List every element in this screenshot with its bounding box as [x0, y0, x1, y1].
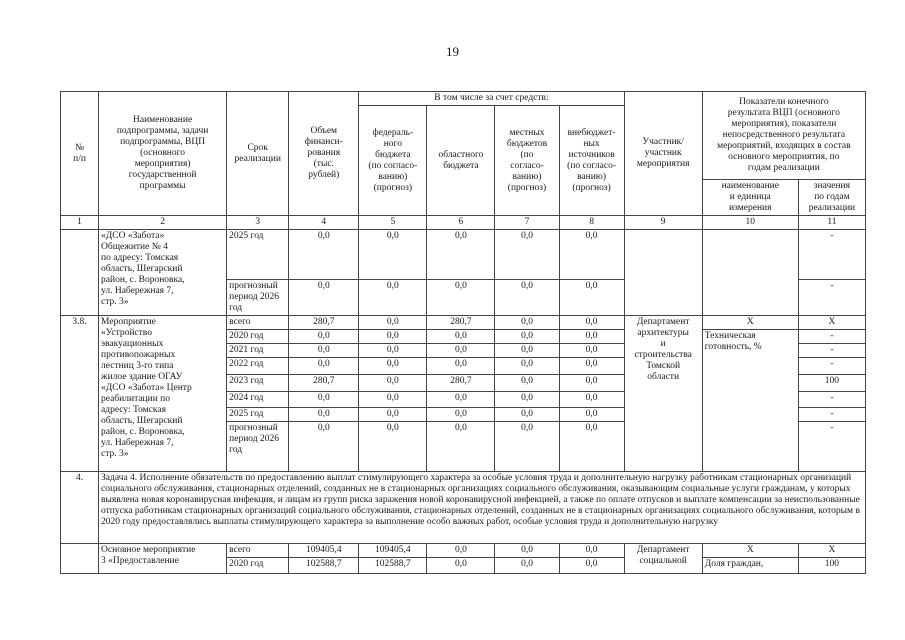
row-local: 0,0 [495, 422, 559, 472]
column-numbers-row [61, 216, 866, 230]
header-local: местных бюджетов (по согласо- ванию) (прогноз) [495, 106, 559, 216]
row-volume: 280,7 [289, 316, 359, 330]
row-participant: Департамент архитектуры и строительства Томской области [624, 316, 702, 472]
page-number: 19 [446, 44, 459, 59]
row-volume: 0,0 [289, 422, 359, 472]
row-num [61, 544, 99, 574]
row-term: 2025 год [227, 230, 289, 280]
table-row [61, 544, 866, 558]
row-indicator-value: - [798, 230, 865, 280]
row-extra: 0,0 [559, 344, 624, 358]
col-number: 10 [702, 216, 798, 230]
row-indicator-value: - [798, 422, 865, 472]
row-indicator-name: Доля граждан, [702, 558, 798, 574]
row-volume: 0,0 [289, 392, 359, 408]
row-local: 0,0 [495, 344, 559, 358]
header-term: Срок реализации [227, 92, 289, 216]
row-local: 0,0 [495, 280, 559, 316]
row-local: 0,0 [495, 408, 559, 422]
row-indicator-x: Х [702, 316, 798, 330]
row-local: 0,0 [495, 230, 559, 280]
row-federal: 0,0 [359, 422, 427, 472]
row-volume: 0,0 [289, 358, 359, 375]
row-extra: 0,0 [559, 392, 624, 408]
measure-name: Основное мероприятие 3 «Предоставление [99, 544, 227, 574]
row-volume: 0,0 [289, 330, 359, 344]
row-volume: 102588,7 [289, 558, 359, 574]
row-regional: 0,0 [427, 280, 495, 316]
row-volume: 109405,4 [289, 544, 359, 558]
row-federal: 109405,4 [359, 544, 427, 558]
row-term: всего [227, 544, 289, 558]
row-local: 0,0 [495, 392, 559, 408]
row-federal: 0,0 [359, 408, 427, 422]
row-indicator-value: - [798, 280, 865, 316]
row-indicator-value: - [798, 330, 865, 344]
row-indicator-value: - [798, 392, 865, 408]
row-federal: 0,0 [359, 280, 427, 316]
header-participant: Участник/ участник мероприятия [624, 92, 702, 216]
row-local: 0,0 [495, 330, 559, 344]
row-extra: 0,0 [559, 358, 624, 375]
col-number: 8 [559, 216, 624, 230]
row-regional: 0,0 [427, 330, 495, 344]
header-indicator-name: наименование и единица измерения [702, 180, 798, 216]
row-term: 2022 год [227, 358, 289, 375]
header-indicator-value: значения по годам реализации [798, 180, 865, 216]
row-term: всего [227, 316, 289, 330]
row-extra: 0,0 [559, 316, 624, 330]
row-regional: 0,0 [427, 408, 495, 422]
row-indicator-value: 100 [798, 375, 865, 392]
row-indicator-value: - [798, 408, 865, 422]
row-indicator-name: Техническая готовность, % [702, 330, 798, 472]
header-num: № п/п [61, 92, 99, 216]
col-number: 2 [99, 216, 227, 230]
row-extra: 0,0 [559, 544, 624, 558]
row-indicator-value: 100 [798, 558, 865, 574]
row-federal: 102588,7 [359, 558, 427, 574]
row-federal: 0,0 [359, 330, 427, 344]
row-term: 2025 год [227, 408, 289, 422]
col-number: 7 [495, 216, 559, 230]
row-term: прогнозный период 2026 год [227, 280, 289, 316]
row-local: 0,0 [495, 544, 559, 558]
header-extra: внебюджет- ных источников (по согласо- ванию) (прогноз) [559, 106, 624, 216]
row-extra: 0,0 [559, 330, 624, 344]
row-federal: 0,0 [359, 358, 427, 375]
task-num: 4. [61, 472, 99, 544]
row-local: 0,0 [495, 316, 559, 330]
row-federal: 0,0 [359, 230, 427, 280]
measure-name: «ДСО «Забота» Общежитие № 4 по адресу: Томская область, Шегарский район, с. Вороновка, ул. Набережная 7, стр. 3» [99, 230, 227, 316]
row-regional: 280,7 [427, 316, 495, 330]
row-extra: 0,0 [559, 230, 624, 280]
row-regional: 0,0 [427, 392, 495, 408]
header-volume: Объем финанси- рования (тыс. рублей) [289, 92, 359, 216]
row-federal: 0,0 [359, 392, 427, 408]
row-indicator-value: Х [798, 316, 865, 330]
task-description: Задача 4. Исполнение обязательств по предоставлению выплат стимулирующего характера за особые условия труда и дополнительную нагрузку работникам стационарных организаций социального обслуживания, стационарных отделений, созданных не в стационарных организациях социального обслуживания, оказывающим социальные услуги гражданам, у которых выявлена новая коронавирусная инфекция, и лицам из групп риска заражения новой коронавирусной инфекцией, а также по оплате отпусков и выплате компенсации за неиспользованные отпуска работникам стационарных организаций социального обслуживания, стационарных отделений, созданных не в стационарных организациях социального обслуживания, которым в 2020 году предоставлялись выплаты стимулирующего характера за выполнение особо важных работ, особые условия труда и дополнительную нагрузку [99, 472, 866, 544]
table-row [61, 230, 866, 280]
header-name: Наименование подпрограммы, задачи подпрограммы, ВЦП (основного мероприятия) государственной программы [99, 92, 227, 216]
col-number: 5 [359, 216, 427, 230]
row-num [61, 230, 99, 316]
measure-name: Мероприятие «Устройство эвакуационных противопожарных лестниц 3-го типа жилое здание ОГАУ «ДСО «Забота» Центр реабилитации по адресу: Томская область, Шегарский район, с. Вороновка, ул. Набережная 7, стр. 3» [99, 316, 227, 472]
row-volume: 0,0 [289, 230, 359, 280]
row-volume: 0,0 [289, 408, 359, 422]
row-term: 2021 год [227, 344, 289, 358]
header-sources-group: В том числе за счет средств: [359, 92, 624, 106]
row-extra: 0,0 [559, 558, 624, 574]
row-regional: 280,7 [427, 375, 495, 392]
col-number: 3 [227, 216, 289, 230]
col-number: 6 [427, 216, 495, 230]
row-local: 0,0 [495, 558, 559, 574]
row-indicator-name [702, 230, 798, 316]
col-number: 1 [61, 216, 99, 230]
row-term: 2023 год [227, 375, 289, 392]
row-indicator-value: - [798, 344, 865, 358]
row-volume: 280,7 [289, 375, 359, 392]
row-term: 2020 год [227, 558, 289, 574]
row-local: 0,0 [495, 358, 559, 375]
row-regional: 0,0 [427, 558, 495, 574]
col-number: 9 [624, 216, 702, 230]
row-term: прогнозный период 2026 год [227, 422, 289, 472]
row-indicator-name: Х [702, 544, 798, 558]
header-regional: областного бюджета [427, 106, 495, 216]
row-extra: 0,0 [559, 408, 624, 422]
row-regional: 0,0 [427, 230, 495, 280]
col-number: 4 [289, 216, 359, 230]
task-row [61, 472, 866, 544]
header-federal: федераль- ного бюджета (по согласо- ванию) (прогноз) [359, 106, 427, 216]
row-regional: 0,0 [427, 344, 495, 358]
row-regional: 0,0 [427, 422, 495, 472]
row-federal: 0,0 [359, 316, 427, 330]
row-extra: 0,0 [559, 375, 624, 392]
row-local: 0,0 [495, 375, 559, 392]
row-volume: 0,0 [289, 280, 359, 316]
row-regional: 0,0 [427, 544, 495, 558]
row-regional: 0,0 [427, 358, 495, 375]
program-table [60, 91, 866, 574]
row-participant: Департамент социальной [624, 544, 702, 574]
row-volume: 0,0 [289, 344, 359, 358]
row-extra: 0,0 [559, 422, 624, 472]
row-indicator-value: - [798, 358, 865, 375]
row-indicator-value: Х [798, 544, 865, 558]
header-indicators-group: Показатели конечного результата ВЦП (основного мероприятия), показатели непосредственного результата мероприятий, входящих в состав основного мероприятия, по годам реализации [702, 92, 865, 180]
row-extra: 0,0 [559, 280, 624, 316]
row-participant [624, 230, 702, 316]
row-num: 3.8. [61, 316, 99, 472]
table-row [61, 316, 866, 330]
row-term: 2020 год [227, 330, 289, 344]
row-federal: 0,0 [359, 375, 427, 392]
row-federal: 0,0 [359, 344, 427, 358]
row-term: 2024 год [227, 392, 289, 408]
col-number: 11 [798, 216, 865, 230]
